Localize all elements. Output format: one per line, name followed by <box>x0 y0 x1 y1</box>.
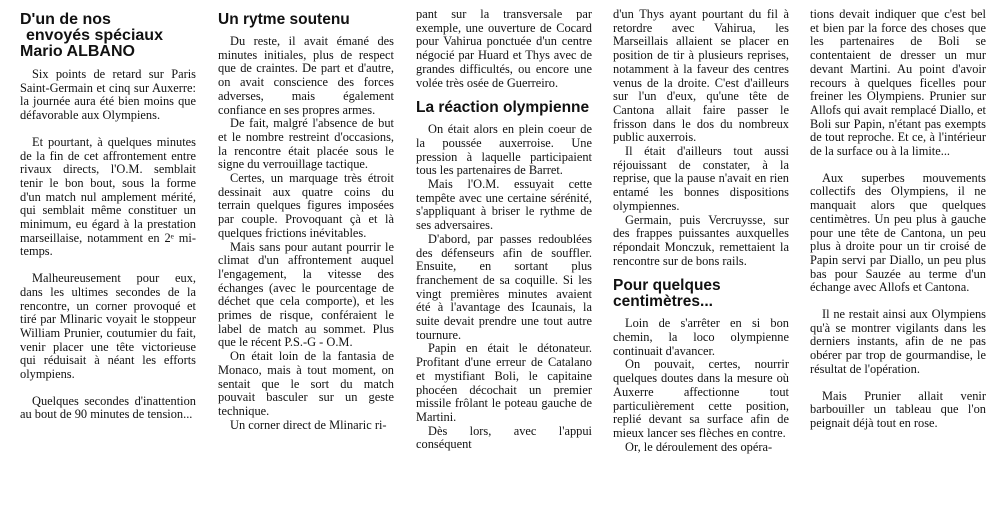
paragraph: Loin de s'arrêter en si bon chemin, la loco olympienne continuait d'avancer. <box>613 316 789 358</box>
paragraph: Mais sans pour autant pourrir le climat d'un affrontement auquel l'engagement, la vitesse des échanges (avec le pourcentage de déchet que cela comporte), et les primes de risque, conféraient le label de match au sommet. Plus que le récent P.S.-G - O.M. <box>218 239 394 350</box>
paragraph: Or, le déroulement des opéra- <box>625 439 773 454</box>
paragraph: Six points de retard sur Paris Saint-Germain et cinq sur Auxerre: la journée aura été bien moins que défavorable aux Olympiens. <box>20 67 196 123</box>
paragraph: d'un Thys ayant pourtant du fil à retordre avec Vahirua, les Marseillais allaient se placer en position de tir à plusieurs reprises, notamment à la faveur des centres venus de la droite. C'est d'ailleurs sur l'un d'eux, qu'une tête de Cantona allait faire passer le frisson dans le dos du nombreux public auxerrois. <box>613 8 789 145</box>
paragraph: Germain, puis Vercruysse, sur des frappes puissantes auxquelles répondait Monczuk, remettaient la rencontre sur de bons rails. <box>613 212 789 268</box>
paragraph: tions devait indiquer que c'est bel et bien par la force des choses que les partenaires de Boli se contentaient de dresser un mur devant Martini. Au point d'avoir recours à quelques ficelles pour freiner les Olympiens. Prunier sur Allofs qui avait remplacé Diallo, et Boli sur Papin, n'étant pas exempts de tout reproche. Et ce, à l'intérieur de la surface ou à la limite... <box>810 8 986 159</box>
paragraph: On était loin de la fantasia de Monaco, mais à tout moment, on sentait que le sort du match pouvait basculer sur un geste technique. <box>218 349 394 418</box>
article-column-3 <box>416 8 592 516</box>
paragraph: On pouvait, certes, nourrir quelques doutes dans la mesure où Auxerre affectionne tout particulièrement cette position, replié devant sa surface afin de mieux lancer ses flèches en contre. <box>613 357 789 440</box>
paragraph: On était alors en plein coeur de la poussée auxerroise. Une pression à laquelle participaient tous les partenaires de Barret. <box>416 122 592 178</box>
paragraph: Papin en était le détonateur. Profitant d'une erreur de Catalano et mystifiant Boli, le capitaine phocéen décochait un premier missile frôlant le poteau gauche de Martini. <box>416 341 592 424</box>
byline-author: Mario ALBANO <box>20 43 135 60</box>
paragraph: Et pourtant, à quelques minutes de la fin de cet affrontement entre rivaux directs, l'O.M. semblait tenir le bon bout, sous la forme d'un match nul amplement mérité, qui semblait même constituer un minimum, eu égard à la prestation marseillaise, notamment en 2ᵉ mi-temps. <box>20 134 196 259</box>
section-heading: La réaction olympienne <box>416 99 590 117</box>
paragraph: D'abord, par passes redoublées des défenseurs afin de souffler. Ensuite, en sortant plus franchement de sa coquille. Si les vingt premières minutes avaient été à l'avantage des Icaunais, la suite devait prendre une tout autre tournure. <box>416 231 592 342</box>
section-heading: Pour quelques centimètres... <box>613 277 721 311</box>
byline-line-1: D'un de nos <box>20 11 111 28</box>
paragraph: Certes, un marquage très étroit dessinait aux quatre coins du terrain quelques figures imposées par couple. Provoquant çà et là quelques frictions inévitables. <box>218 171 394 240</box>
section-heading: Un rytme soutenu <box>218 11 350 28</box>
paragraph: Quelques secondes d'inattention au bout de 90 minutes de tension... <box>20 393 196 422</box>
article-column-5 <box>810 8 986 516</box>
byline-line-2: envoyés spéciaux <box>26 27 163 44</box>
paragraph: Dès lors, avec l'appui conséquent <box>416 423 592 452</box>
paragraph: De fait, malgré l'absence de but et le nombre restreint d'occasions, la rencontre était placée sous le signe du verrouillage tactique. <box>218 116 394 172</box>
article-column-1 <box>20 8 196 516</box>
paragraph: Aux superbes mouvements collectifs des Olympiens, il ne manquait alors que quelques centimètres. Un peu plus à gauche pour une tête de Cantona, un peu plus à droite pour un tir croisé de Papin servi par Diallo, un peu plus bas pour Sauzée au terme d'un échange avec Allofs et Cantona. <box>810 170 986 295</box>
article-column-2 <box>218 8 394 516</box>
paragraph: Malheureusement pour eux, dans les ultimes secondes de la rencontre, un corner provoqué et tiré par Mlinaric voyait le stoppeur William Prunier, coutumier du fait, venir placer une tête victorieuse qui réduisait à néant les efforts olympiens. <box>20 271 196 382</box>
paragraph: Du reste, il avait émané des minutes initiales, plus de respect que de craintes. De part et d'autre, on avait conscience des forces adverses, mais également confiance en ses propres armes. <box>218 34 394 117</box>
paragraph: Il ne restait ainsi aux Olympiens qu'à se montrer vigilants dans les derniers instants, afin de ne pas obérer par trop de gourmandise, le résultat de l'opération. <box>810 307 986 376</box>
paragraph: Mais Prunier allait venir barbouiller un tableau que l'on peignait déjà tout en rose. <box>810 388 986 430</box>
paragraph: Il était d'ailleurs tout aussi réjouissant de constater, à la reprise, que la pause n'avait en rien entamé les bonnes dispositions olympiennes. <box>613 144 789 213</box>
byline <box>20 12 196 60</box>
paragraph: Mais l'O.M. essuyait cette tempête avec une certaine sérénité, s'appliquant à briser le rythme de ses adversaires. <box>416 177 592 233</box>
article-column-4 <box>613 8 789 516</box>
paragraph: pant sur la transversale par exemple, une ouverture de Cocard pour Vahirua ponctuée d'un centre négocié par Huard et Thys avec de grandes difficultés, ou encore une volée très osée de Guerreiro. <box>416 8 592 90</box>
paragraph: Un corner direct de Mlinaric ri- <box>230 417 387 432</box>
